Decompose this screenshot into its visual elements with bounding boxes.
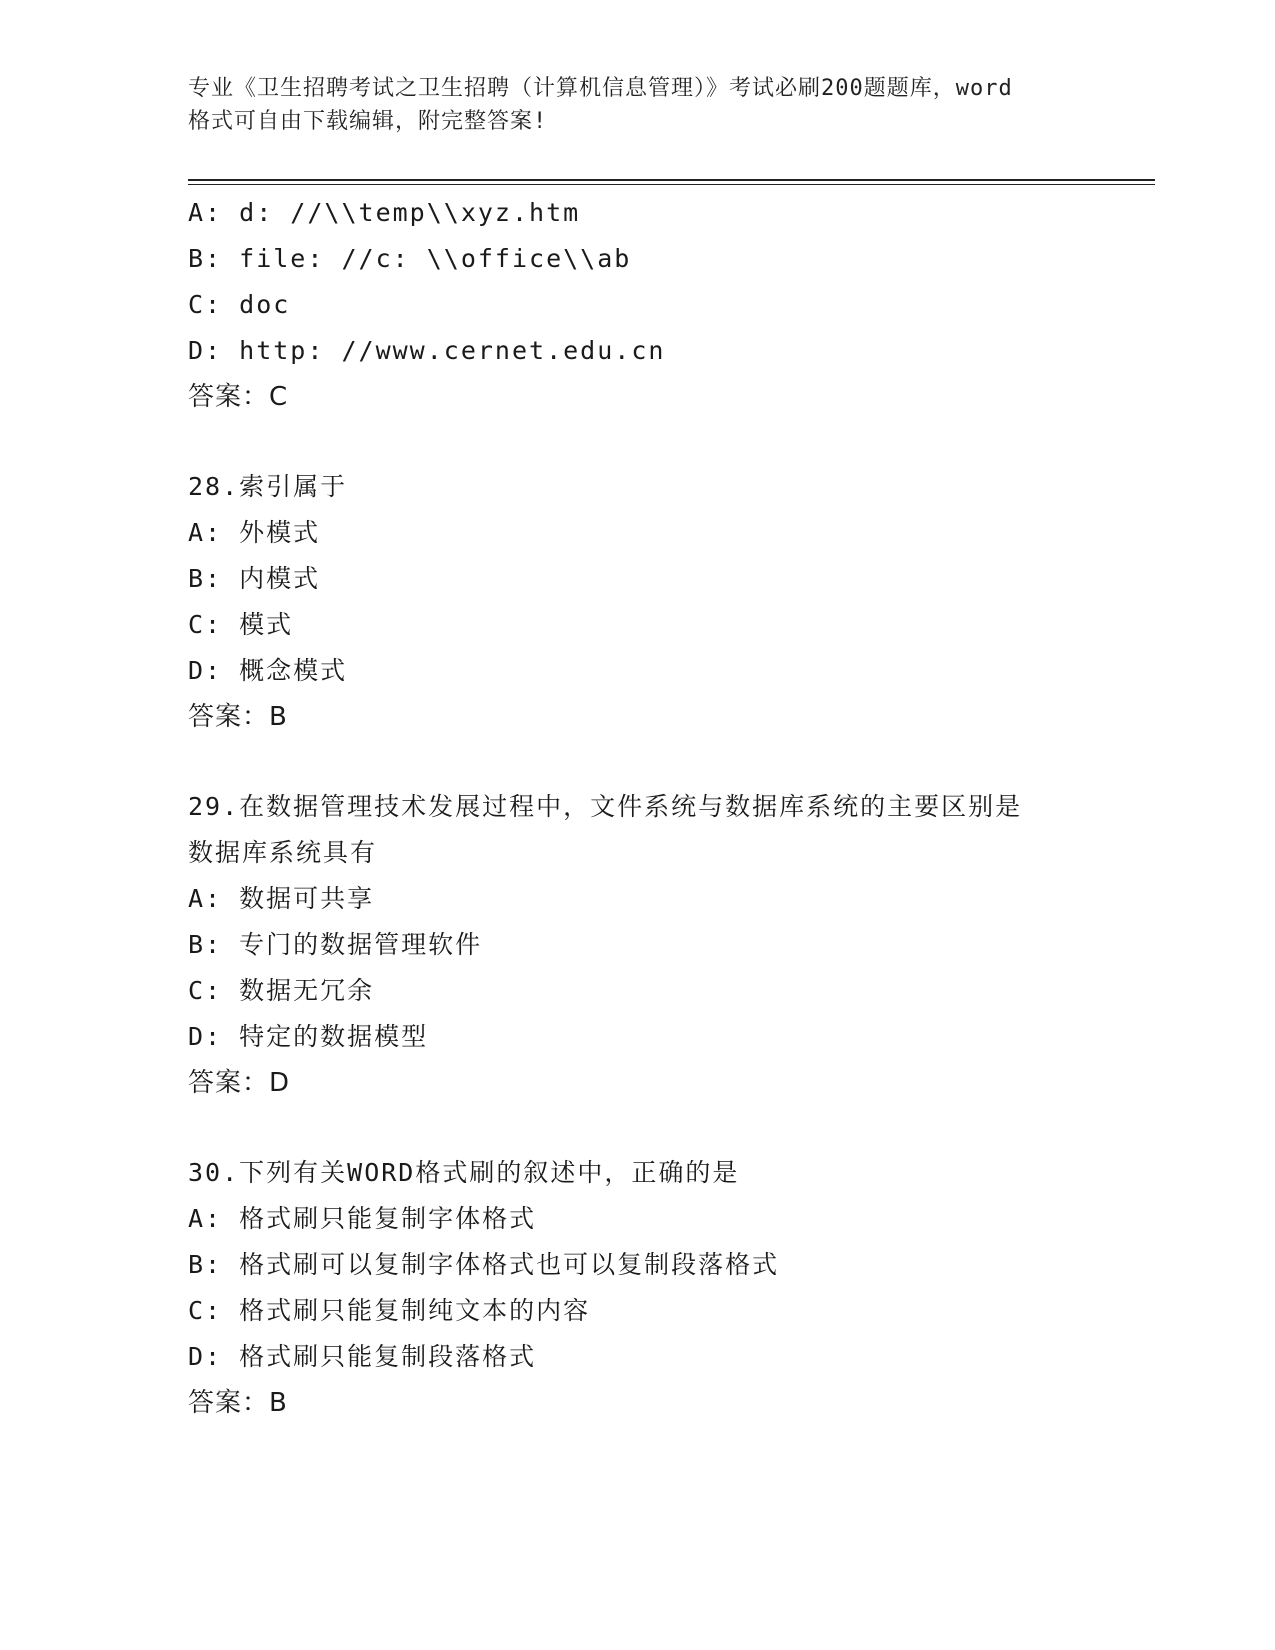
option-a: A: d: //\\temp\\xyz.htm [188,198,581,227]
option-b: B: file: //c: \\office\\ab [188,244,632,273]
option-d: D: 概念模式 [188,656,348,685]
option-c: C: doc [188,290,291,319]
question-stem-continued: 数据库系统具有 [188,838,378,867]
option-b: B: 格式刷可以复制字体格式也可以复制段落格式 [188,1250,780,1279]
header-divider-thin [188,184,1155,185]
question-continued [188,190,1148,420]
option-d: D: 格式刷只能复制段落格式 [188,1342,537,1371]
option-d: D: http: //www.cernet.edu.cn [188,336,666,365]
answer-line: 答案：D [188,1068,291,1098]
option-d: D: 特定的数据模型 [188,1022,429,1051]
option-a: A: 数据可共享 [188,884,375,913]
option-b: B: 内模式 [188,564,321,593]
option-c: C: 模式 [188,610,294,639]
question-28 [188,464,1148,740]
question-29 [188,784,1148,1106]
question-list [188,190,1148,1426]
option-c: C: 格式刷只能复制纯文本的内容 [188,1296,591,1325]
option-a: A: 外模式 [188,518,321,547]
question-stem: 29.在数据管理技术发展过程中，文件系统与数据库系统的主要区别是 [188,792,1023,821]
question-stem: 28.索引属于 [188,472,348,501]
option-b: B: 专门的数据管理软件 [188,930,483,959]
header-divider-thick [188,179,1155,181]
option-a: A: 格式刷只能复制字体格式 [188,1204,537,1233]
answer-line: 答案：C [188,382,289,412]
answer-line: 答案：B [188,1388,288,1418]
question-30 [188,1150,1148,1426]
header-line-2: 格式可自由下载编辑，附完整答案! [188,109,548,134]
document-header [188,72,1088,138]
question-stem: 30.下列有关WORD格式刷的叙述中，正确的是 [188,1158,740,1187]
option-c: C: 数据无冗余 [188,976,375,1005]
header-line-1: 专业《卫生招聘考试之卫生招聘（计算机信息管理）》考试必刷200题题库，word [188,76,1013,101]
answer-line: 答案：B [188,702,288,732]
